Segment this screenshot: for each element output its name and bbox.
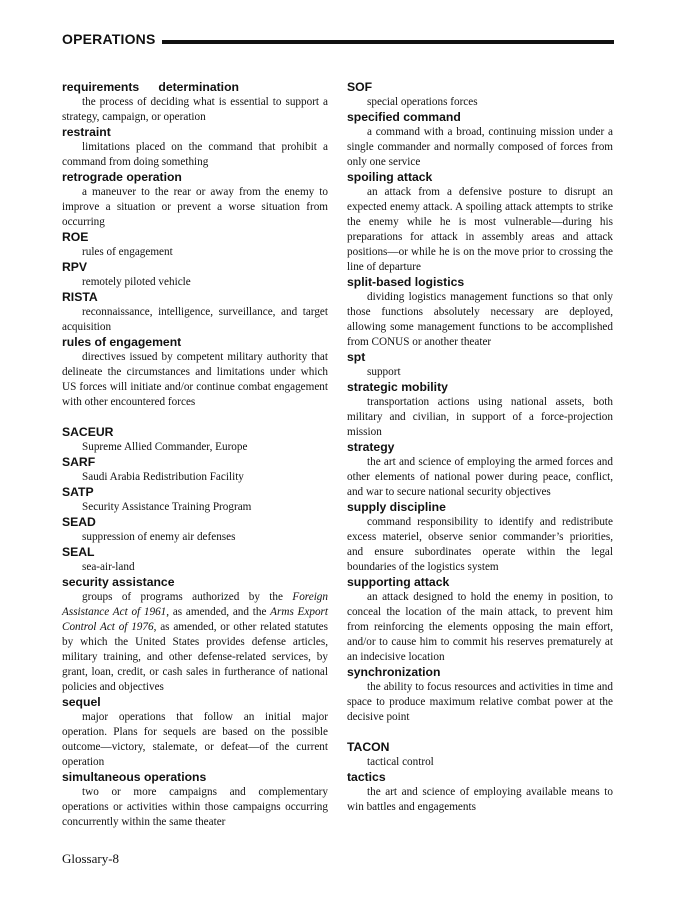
glossary-entry — [62, 575, 328, 695]
page-header — [62, 31, 614, 53]
glossary-entry — [347, 80, 613, 110]
glossary-definition: major operations that follow an initial major operation. Plans for sequels are based on the possible outcome—victory, stalemate, or defeat—of the current operation — [62, 711, 328, 768]
glossary-entry — [347, 770, 613, 815]
glossary-term: spoiling attack — [347, 170, 433, 184]
glossary-term: security assistance — [62, 575, 175, 589]
glossary-entry — [62, 425, 328, 455]
act-title: Arms Export Control Act of 1976 — [62, 606, 328, 633]
glossary-entry — [62, 545, 328, 575]
glossary-definition: tactical control — [367, 756, 434, 768]
glossary-entry — [62, 290, 328, 335]
glossary-term: rules of engagement — [62, 335, 182, 349]
glossary-term: SEAL — [62, 545, 95, 559]
glossary-definition: special operations forces — [367, 96, 478, 108]
glossary-term: RPV — [62, 260, 88, 274]
glossary-term: requirements determination — [62, 80, 239, 94]
glossary-entry — [347, 440, 613, 500]
glossary-entry — [62, 260, 328, 290]
glossary-term: supply discipline — [347, 500, 446, 514]
glossary-term: ROE — [62, 230, 89, 244]
glossary-definition: a maneuver to the rear or away from the enemy to improve a situation or prevent a worse situation from occurring — [62, 186, 328, 228]
glossary-term: simultaneous operations — [62, 770, 207, 784]
glossary-entry — [347, 350, 613, 380]
glossary-entry — [347, 380, 613, 440]
glossary-term: SEAD — [62, 515, 96, 529]
header-rule — [156, 40, 614, 44]
glossary-entry — [62, 695, 328, 770]
glossary-definition: two or more campaigns and complementary operations or activities within those campaigns occurring concurrently within the same theater — [62, 786, 328, 828]
glossary-definition: reconnaissance, intelligence, surveillance, and target acquisition — [62, 306, 328, 333]
glossary-entry — [347, 575, 613, 665]
section-gap — [347, 725, 613, 740]
glossary-definition: directives issued by competent military authority that delineate the circumstances and limitations under which US forces will initiate and/or continue combat engagement with other encountered forces — [62, 351, 328, 408]
glossary-term: RISTA — [62, 290, 98, 304]
glossary-definition: Supreme Allied Commander, Europe — [82, 441, 248, 453]
glossary-entry — [347, 170, 613, 275]
glossary-term: strategy — [347, 440, 395, 454]
glossary-term: tactics — [347, 770, 386, 784]
glossary-term: SACEUR — [62, 425, 114, 439]
glossary-definition: the art and science of employing available means to win battles and engagements — [347, 786, 613, 813]
glossary-entry — [62, 170, 328, 230]
glossary-definition: rules of engagement — [82, 246, 173, 258]
glossary-term: split-based logistics — [347, 275, 465, 289]
glossary-entry — [62, 455, 328, 485]
glossary-term: supporting attack — [347, 575, 450, 589]
glossary-entry — [62, 770, 328, 830]
glossary-definition: the ability to focus resources and activities in time and space to produce maximum relative combat power at the decisive point — [347, 681, 613, 723]
glossary-column-right — [347, 80, 613, 815]
glossary-term: specified command — [347, 110, 461, 124]
glossary-definition: an attack from a defensive posture to disrupt an expected enemy attack. A spoiling attack attempts to strike the enemy while he is most vulnerable—during his preparations for attack in assembly areas and attack positions—or while he is on the move prior to crossing the line of departure — [347, 186, 613, 273]
glossary-entry — [347, 275, 613, 350]
page-number: Glossary-8 — [62, 851, 120, 866]
glossary-entry — [347, 740, 613, 770]
definition-text: groups of programs authorized by the — [82, 591, 293, 603]
glossary-term: TACON — [347, 740, 390, 754]
glossary-definition: dividing logistics management functions so that only those functions absolutely necessary are deployed, allowing some management functions to be accomplished from CONUS or another theater — [347, 291, 613, 348]
glossary-entry — [347, 500, 613, 575]
glossary-term: SATP — [62, 485, 94, 499]
glossary-term: synchronization — [347, 665, 441, 679]
glossary-definition: the art and science of employing the armed forces and other elements of national power during peace, conflict, and war to secure national security objectives — [347, 456, 613, 498]
glossary-definition: an attack designed to hold the enemy in position, to conceal the location of the main attack, to prevent him from reinforcing the elements opposing the main effort, and/or to cause him to commit his reserves prematurely at an indecisive location — [347, 591, 613, 663]
glossary-definition: Security Assistance Training Program — [82, 501, 252, 513]
glossary-column-left — [62, 80, 328, 830]
glossary-definition: the process of deciding what is essential to support a strategy, campaign, or operation — [62, 96, 328, 123]
glossary-definition: command responsibility to identify and redistribute excess materiel, observe senior commander’s priorities, and ensure subordinates operate within the legal boundaries of the logistics system — [347, 516, 613, 573]
glossary-entry — [62, 515, 328, 545]
section-title: OPERATIONS — [62, 31, 162, 47]
glossary-term: retrograde operation — [62, 170, 182, 184]
glossary-term: restraint — [62, 125, 111, 139]
glossary-entry — [62, 335, 328, 410]
definition-text: , as amended, and the — [166, 606, 271, 618]
glossary-definition — [62, 590, 328, 695]
glossary-definition: support — [367, 366, 401, 378]
glossary-definition: suppression of enemy air defenses — [82, 531, 236, 543]
glossary-definition: a command with a broad, continuing mission under a single commander and normally composed of forces from only one service — [347, 126, 613, 168]
definition-text: , as amended, or other related statutes by which the United States provides defense articles, military training, and other defense-related services, by grant, loan, credit, or cash sales in furtherance of national policies and objectives — [62, 621, 328, 693]
glossary-term: spt — [347, 350, 366, 364]
section-gap — [62, 410, 328, 425]
glossary-term: SOF — [347, 80, 373, 94]
glossary-definition: limitations placed on the command that prohibit a command from doing something — [62, 141, 328, 168]
glossary-definition: transportation actions using national assets, both military and civilian, in support of a force-projection mission — [347, 396, 613, 438]
glossary-term: sequel — [62, 695, 101, 709]
glossary-entry — [62, 230, 328, 260]
glossary-entry — [347, 665, 613, 725]
act-title: Foreign Assistance Act of 1961 — [62, 591, 328, 618]
glossary-definition: sea-air-land — [82, 561, 135, 573]
glossary-entry — [62, 80, 328, 125]
glossary-term: SARF — [62, 455, 96, 469]
glossary-entry — [347, 110, 613, 170]
glossary-definition: Saudi Arabia Redistribution Facility — [82, 471, 244, 483]
glossary-entry — [62, 125, 328, 170]
glossary-term: strategic mobility — [347, 380, 448, 394]
glossary-entry — [62, 485, 328, 515]
glossary-definition: remotely piloted vehicle — [82, 276, 191, 288]
